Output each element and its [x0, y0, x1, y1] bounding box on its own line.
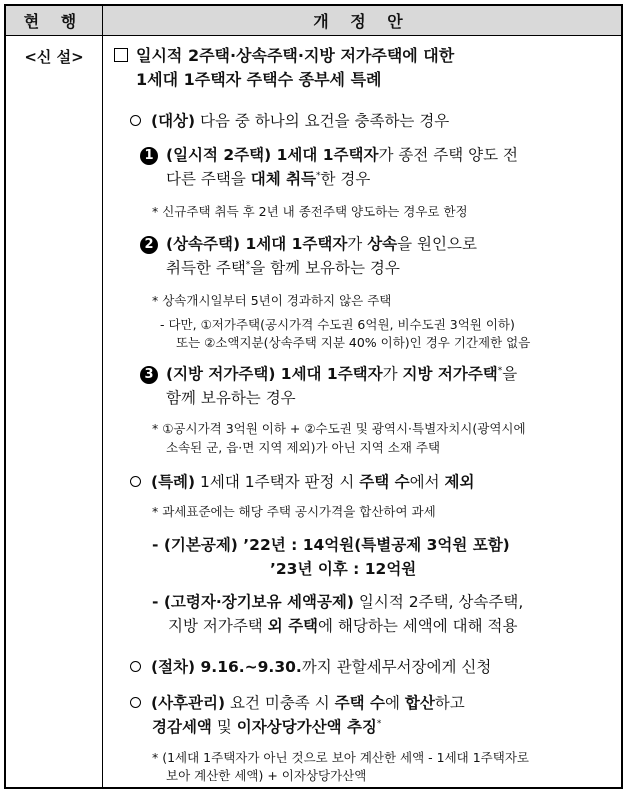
item2-note-2: - 다만, ①저가주택(공시가격 수도권 6억원, 비수도권 3억원 이하) [160, 317, 515, 332]
item2-line-1: 2 (상속주택) 1세대 1주택자가 상속을 원인으로 [140, 235, 477, 254]
number-1-icon: 1 [140, 147, 158, 165]
special-line: (특례) 1세대 1주택자 판정 시 주택 수에서 제외 [130, 473, 474, 492]
item3-note-1: * ①공시가격 3억원 이하 + ②수도권 및 광역시·특별자치시(광역시에 [152, 421, 526, 436]
number-3-icon: 3 [140, 366, 158, 384]
item3-line-2: 함께 보유하는 경우 [166, 389, 296, 407]
procedure-line: (절차) 9.16.~9.30.까지 관할세무서장에게 신청 [130, 658, 491, 677]
new-provision-tag: <신 설> [24, 48, 84, 66]
header-revised: 개 정 안 [103, 6, 621, 36]
elderly-line-2: 지방 저가주택 외 주택에 해당하는 세액에 대해 적용 [168, 617, 518, 635]
circle-bullet-icon [130, 697, 141, 708]
circle-bullet-icon [130, 661, 141, 672]
header-current: 현 행 [6, 6, 103, 36]
item2-note-1: * 상속개시일부터 5년이 경과하지 않은 주택 [152, 293, 392, 308]
item1-line-1: 1 (일시적 2주택) 1세대 1주택자가 종전 주택 양도 전 [140, 146, 518, 165]
after-line-1: (사후관리) 요건 미충족 시 주택 수에 합산하고 [130, 694, 465, 713]
title-line-2: 1세대 1주택자 주택수 종부세 특례 [136, 70, 382, 89]
item3-line-1: 3 (지방 저가주택) 1세대 1주택자가 지방 저가주택*을 [140, 365, 517, 384]
item1-line-2: 다른 주택을 대체 취득*한 경우 [166, 170, 371, 188]
column-divider [102, 36, 103, 787]
elderly-line-1: - (고령자·장기보유 세액공제) 일시적 2주택, 상속주택, [152, 593, 524, 611]
number-2-icon: 2 [140, 236, 158, 254]
item2-note-3: 또는 ②소액지분(상속주택 지분 40% 이하)인 경우 기간제한 없음 [176, 335, 531, 350]
document-table [4, 4, 623, 789]
basic-deduction-line-2: ’23년 이후 : 12억원 [270, 560, 417, 578]
item3-note-2: 소속된 군, 읍·면 지역 제외)가 아닌 지역 소재 주택 [166, 440, 441, 455]
circle-bullet-icon [130, 476, 141, 487]
after-note-1: * (1세대 1주택자가 아닌 것으로 보아 계산한 세액 - 1세대 1주택자로 [152, 750, 529, 765]
target-line: (대상) 다음 중 하나의 요건을 충족하는 경우 [130, 112, 449, 131]
special-note: * 과세표준에는 해당 주택 공시가격을 합산하여 과세 [152, 504, 436, 519]
checkbox-square-icon [114, 48, 128, 62]
basic-deduction-line-1: - (기본공제) ’22년 : 14억원(특별공제 3억원 포함) [152, 536, 510, 554]
title-line-1: 일시적 2주택·상속주택·지방 저가주택에 대한 [114, 46, 454, 66]
circle-bullet-icon [130, 115, 141, 126]
after-line-2: 경감세액 및 이자상당가산액 추징* [152, 718, 382, 736]
after-note-2: 보아 계산한 세액) + 이자상당가산액 [166, 768, 367, 783]
item2-line-2: 취득한 주택*을 함께 보유하는 경우 [166, 259, 400, 277]
item1-note: * 신규주택 취득 후 2년 내 종전주택 양도하는 경우로 한정 [152, 204, 468, 219]
